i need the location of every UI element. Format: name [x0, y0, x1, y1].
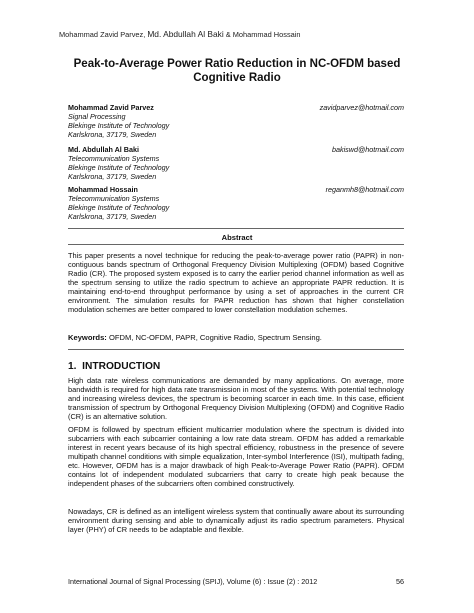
running-header-left: Mohammad Zavid Parvez, — [59, 30, 146, 39]
section-number: 1. — [68, 361, 77, 372]
author-email: zavidparvez@hotmail.com — [319, 103, 404, 112]
author-affiliation-line: Karlskrona, 37179, Sweden — [68, 211, 157, 221]
author-name: Mohammad Zavid Parvez — [68, 103, 154, 112]
author-affiliation-line: Karlskrona, 37179, Sweden — [68, 129, 157, 139]
footer-journal: International Journal of Signal Processing (SPIJ), Volume (6) : Issue (2) : 2012 — [68, 577, 318, 586]
intro-paragraph: High data rate wireless communications are demanded by many applications. On average, more bandwidth is required for high data rate transmission in most of the systems. With potential technology and increasing wireless devices, the spectrum is becoming scarcer in each time. In this case, efficient transmission of spectrum by Orthogonal Frequency Division Multiplexing (OFDM) and Cognitive Radio (CR) is an alternative solution. — [68, 376, 404, 421]
author-block — [68, 186, 404, 222]
keywords-label: Keywords: — [68, 333, 107, 342]
running-header-mid: Md. Abdullah Al Baki — [147, 29, 224, 39]
keywords-line — [68, 333, 404, 342]
section-title: INTRODUCTION — [82, 361, 161, 372]
author-block — [68, 146, 404, 182]
author-affiliation-line: Telecommunication Systems — [68, 193, 160, 203]
intro-paragraph: Nowadays, CR is defined as an intelligent wireless system that continually aware about its surrounding environment during sensing and able to dynamically adjust its radio spectrum parameters. Physical layer (PHY) of CR needs to be adaptable and flexible. — [68, 507, 404, 534]
author-name: Mohammad Hossain — [68, 185, 138, 194]
author-block — [68, 104, 404, 140]
author-email: bakiswd@hotmail.com — [331, 145, 404, 154]
author-affiliation-line: Karlskrona, 37179, Sweden — [68, 171, 157, 181]
abstract-heading-rule — [68, 244, 404, 245]
running-header-right: & Mohammad Hossain — [225, 30, 301, 39]
author-affiliation-line: Signal Processing — [68, 111, 126, 121]
intro-paragraph: OFDM is followed by spectrum efficient multicarrier modulation where the spectrum is divided into subcarriers with each subcarrier containing a low rate data stream. OFDM has added a remarkable interest in recent years because of its high spectral efficiency, robustness in the presence of severe multipath channel conditions with simple equalization, Inter-symbol Interference (ISI), multipath fading, etc. However, OFDM has is a major drawback of high Peak-to-Average Power Ratio (PAPR). OFDM contains lot of independent modulated subcarriers that carry to create high peak because the independent phases of the subcarriers often combined constructively. — [68, 425, 404, 488]
author-affiliation-line: Telecommunication Systems — [68, 153, 160, 163]
running-header — [59, 29, 301, 39]
keywords-bottom-rule — [68, 349, 404, 350]
paper-title: Peak-to-Average Power Ratio Reduction in NC-OFDM based Cognitive Radio — [73, 58, 401, 84]
author-email: reganmh8@hotmail.com — [325, 185, 404, 194]
abstract-top-rule — [68, 228, 404, 229]
author-affiliation-line: Blekinge Institute of Technology — [68, 162, 170, 172]
author-name: Md. Abdullah Al Baki — [68, 145, 139, 154]
section-heading — [68, 361, 160, 372]
keywords-text: OFDM, NC-OFDM, PAPR, Cognitive Radio, Spectrum Sensing. — [108, 333, 322, 342]
author-affiliation-line: Blekinge Institute of Technology — [68, 120, 170, 130]
page-footer — [68, 577, 404, 586]
page-number: 56 — [396, 577, 404, 586]
abstract-text: This paper presents a novel technique for reducing the peak-to-average power ratio (PAPR) in non-contiguous bands spectrum of Orthogonal Frequency Division Multiplexing (OFDM) based Cognitive Radio (CR). The proposed system exposed is to carry the earlier period channel information as well as the spectrum sensing to utilize the radio spectrum to achieve an appropriate PAPR reduction. It is maintaining end-to-end throughput performance by using a set of approaches in the current CR environment. The simulation results for PAPR reduction has shown that higher constellation modulation schemes are better compared to lower constellation modulation schemes. — [68, 251, 404, 314]
abstract-heading: Abstract — [221, 233, 253, 242]
author-affiliation-line: Blekinge Institute of Technology — [68, 202, 170, 212]
